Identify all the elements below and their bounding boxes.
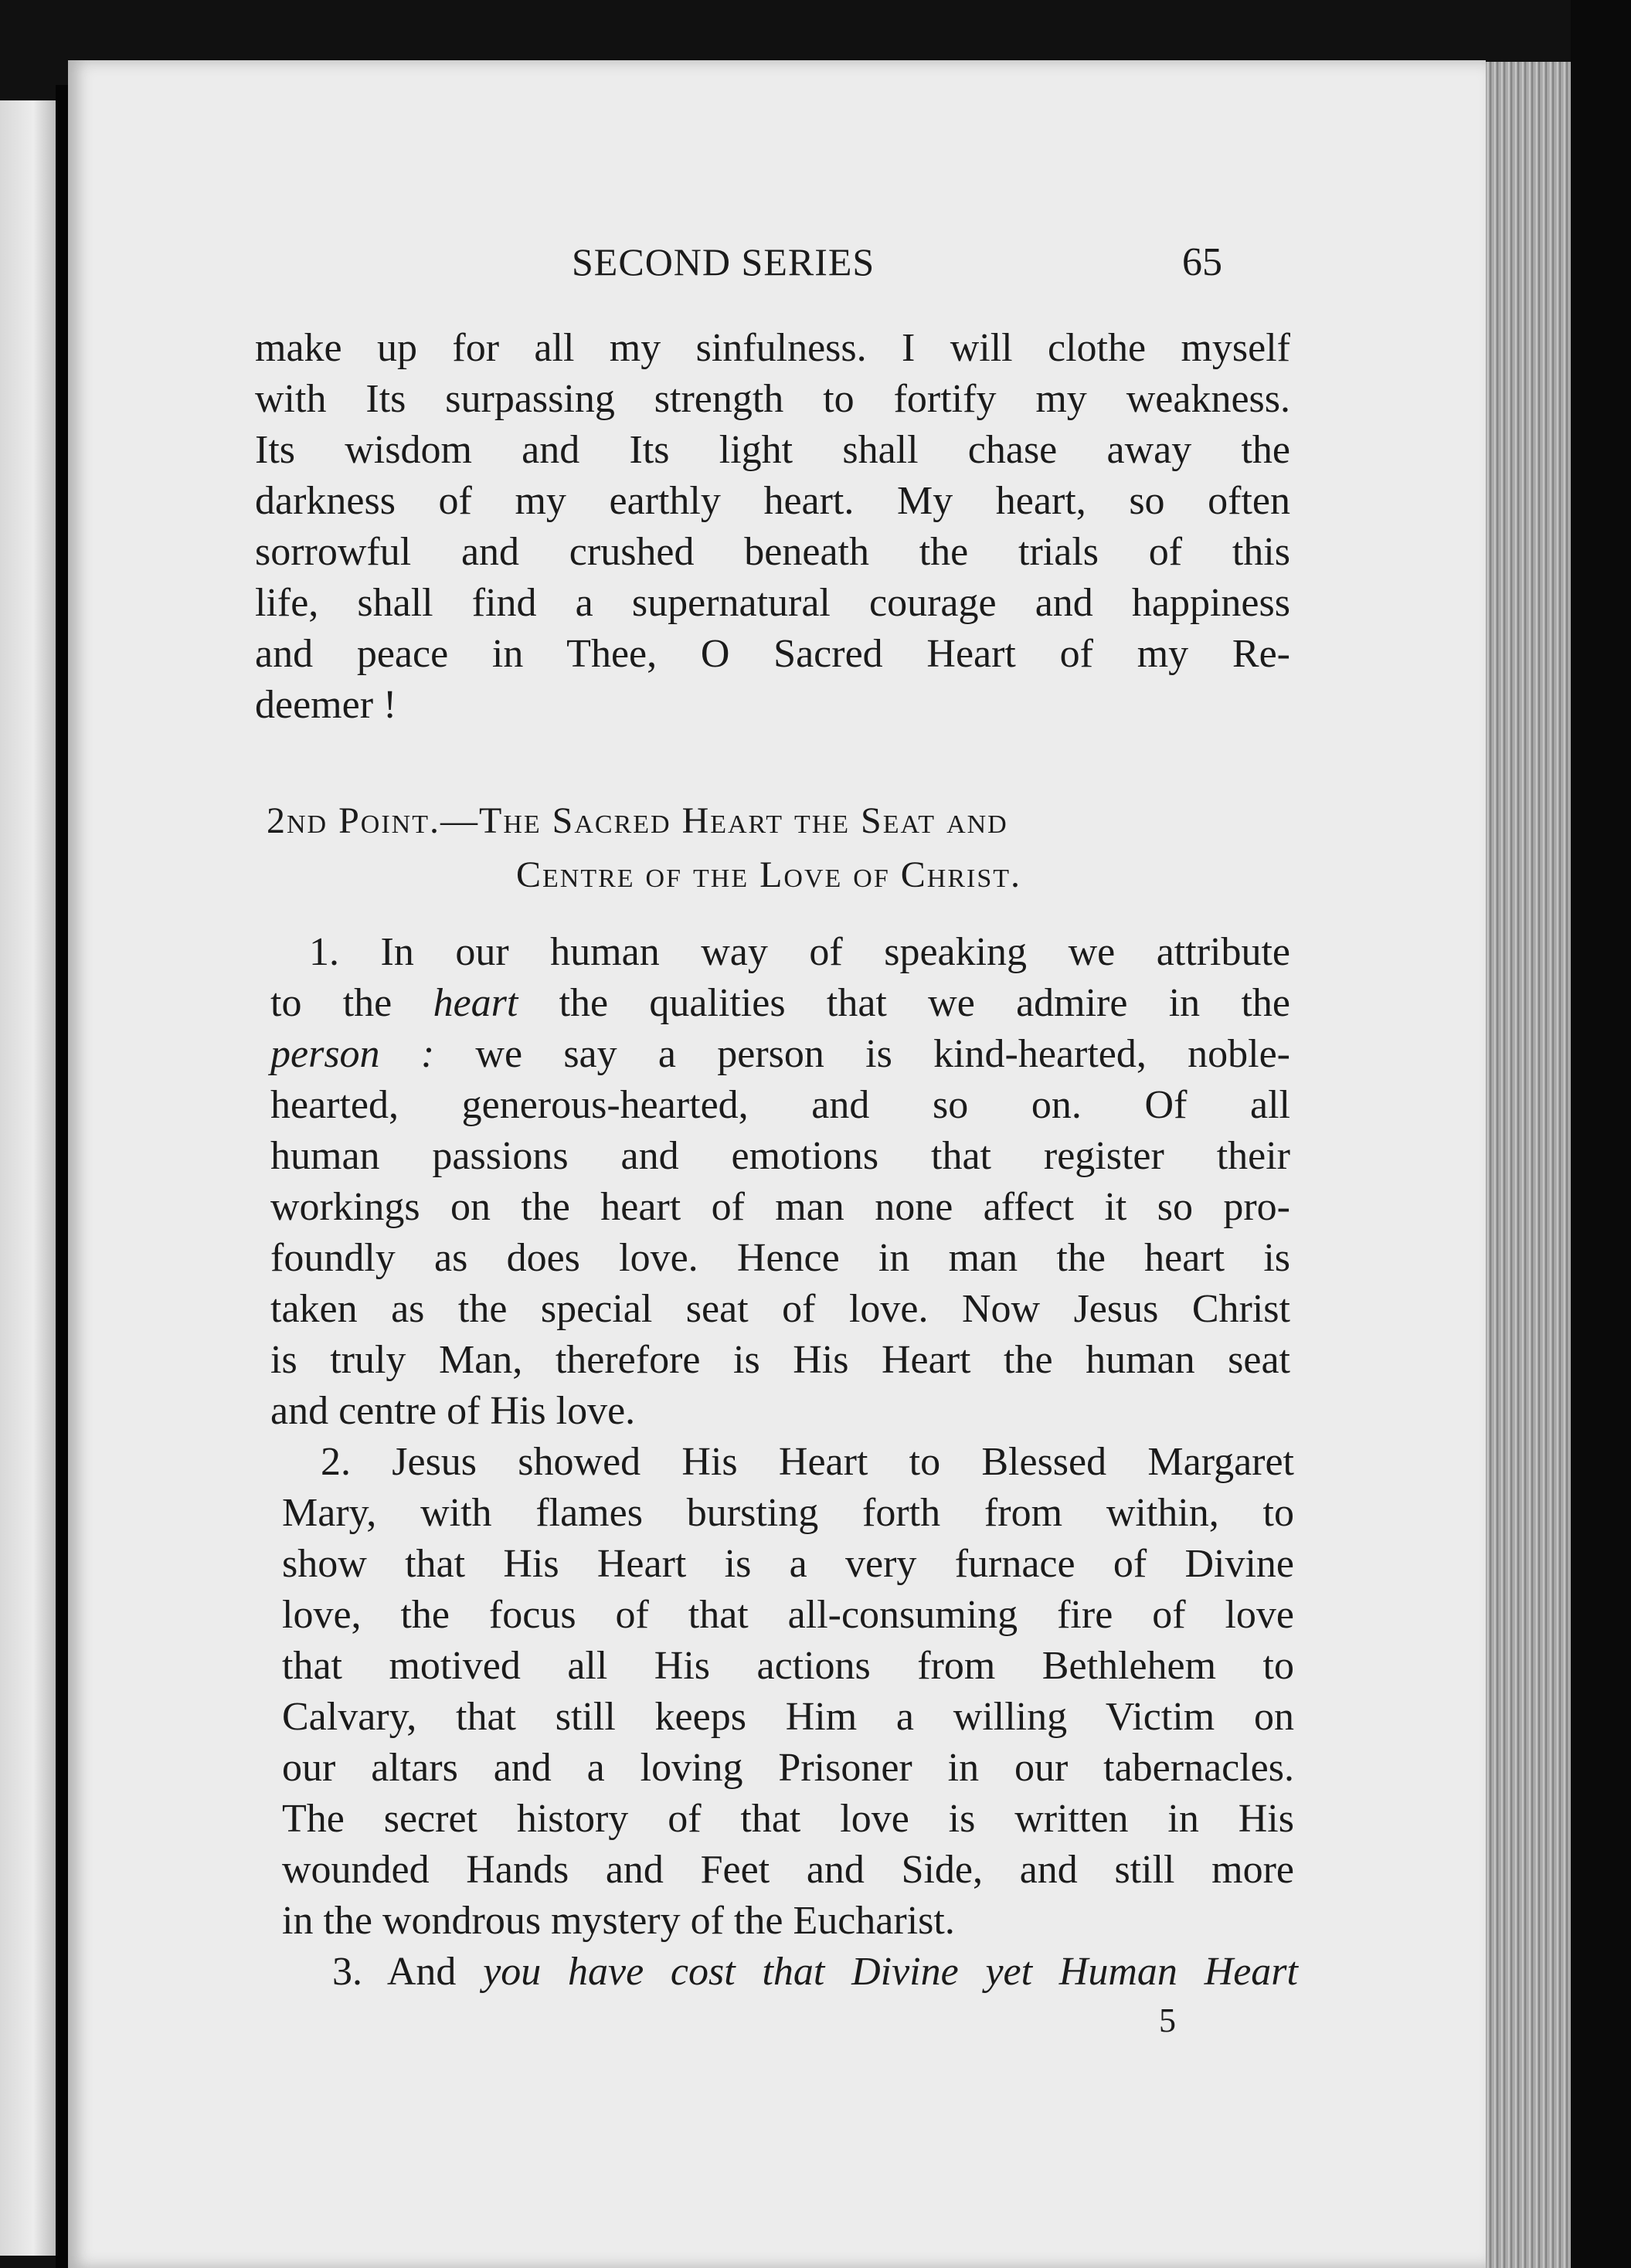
text-line: make up for all my sinfulness. I will clothe myself [255, 326, 1290, 370]
paragraph-point-1 [270, 927, 1290, 1437]
paragraph-point-3 [294, 1947, 1298, 1998]
text-line: show that His Heart is a very furnace of Divine [282, 1542, 1294, 1586]
text-line: 1. In our human way of speaking we attribute [309, 930, 1290, 974]
italic-run: person : [270, 1032, 435, 1076]
text-line [270, 978, 1290, 1029]
text-line: life, shall find a supernatural courage and happiness [255, 581, 1290, 625]
text-line: 2. Jesus showed His Heart to Blessed Margaret [321, 1440, 1294, 1484]
heading-line: 2nd Point.—The Sacred Heart the Seat and [267, 800, 1008, 841]
text-run: we say a person is kind-hearted, noble- [434, 1032, 1290, 1076]
text-line: love, the focus of that all-consuming fire of love [282, 1593, 1294, 1637]
text-line: our altars and a loving Prisoner in our tabernacles. [282, 1746, 1294, 1790]
heading-line: Centre of the Love of Christ. [515, 854, 1021, 895]
text-line: taken as the special seat of love. Now Jesus Christ [270, 1287, 1290, 1331]
text-line: with Its surpassing strength to fortify my weakness. [255, 377, 1290, 421]
paragraph-continuation [255, 323, 1290, 731]
text-line: Mary, with flames bursting forth from within, to [282, 1491, 1294, 1535]
text-line [270, 1029, 1290, 1080]
facing-page-edge [0, 100, 56, 2256]
italic-run: heart [433, 981, 518, 1025]
text-run: to the [270, 981, 433, 1025]
text-line: is truly Man, therefore is His Heart the human seat [270, 1338, 1290, 1382]
section-heading [267, 794, 1271, 902]
book-gutter [56, 85, 68, 2268]
text-line: The secret history of that love is written in His [282, 1797, 1294, 1841]
text-line: foundly as does love. Hence in man the heart is [270, 1236, 1290, 1280]
text-line: workings on the heart of man none affect it so pro- [270, 1185, 1290, 1229]
running-title: SECOND SERIES [572, 240, 875, 284]
signature-mark: 5 [1159, 2001, 1176, 2039]
text-line: wounded Hands and Feet and Side, and still more [282, 1848, 1294, 1892]
page-stack-edge [1486, 62, 1571, 2268]
text-line: deemer ! [255, 683, 397, 727]
text-line: and peace in Thee, O Sacred Heart of my Re- [255, 632, 1290, 676]
paragraph-point-2 [282, 1437, 1294, 1947]
text-line: hearted, generous-hearted, and so on. Of all [270, 1083, 1290, 1127]
text-line: Its wisdom and Its light shall chase away the [255, 428, 1290, 472]
text-line [294, 1947, 1298, 1998]
italic-run: you have cost that Divine yet Human Heart [483, 1950, 1298, 1994]
text-line: sorrowful and crushed beneath the trials of this [255, 530, 1290, 574]
page-number: 65 [1182, 240, 1222, 284]
text-line: and centre of His love. [270, 1389, 636, 1433]
text-line: in the wondrous mystery of the Eucharist. [282, 1899, 955, 1943]
text-line: Calvary, that still keeps Him a willing Victim on [282, 1695, 1294, 1739]
text-line: human passions and emotions that register their [270, 1134, 1290, 1178]
text-run: 3. And [332, 1950, 484, 1994]
text-line: darkness of my earthly heart. My heart, so often [255, 479, 1290, 523]
page-header [255, 239, 1259, 301]
scan-border [1571, 0, 1631, 2268]
text-line: that motived all His actions from Bethlehem to [282, 1644, 1294, 1688]
text-run: the qualities that we admire in the [518, 981, 1290, 1025]
